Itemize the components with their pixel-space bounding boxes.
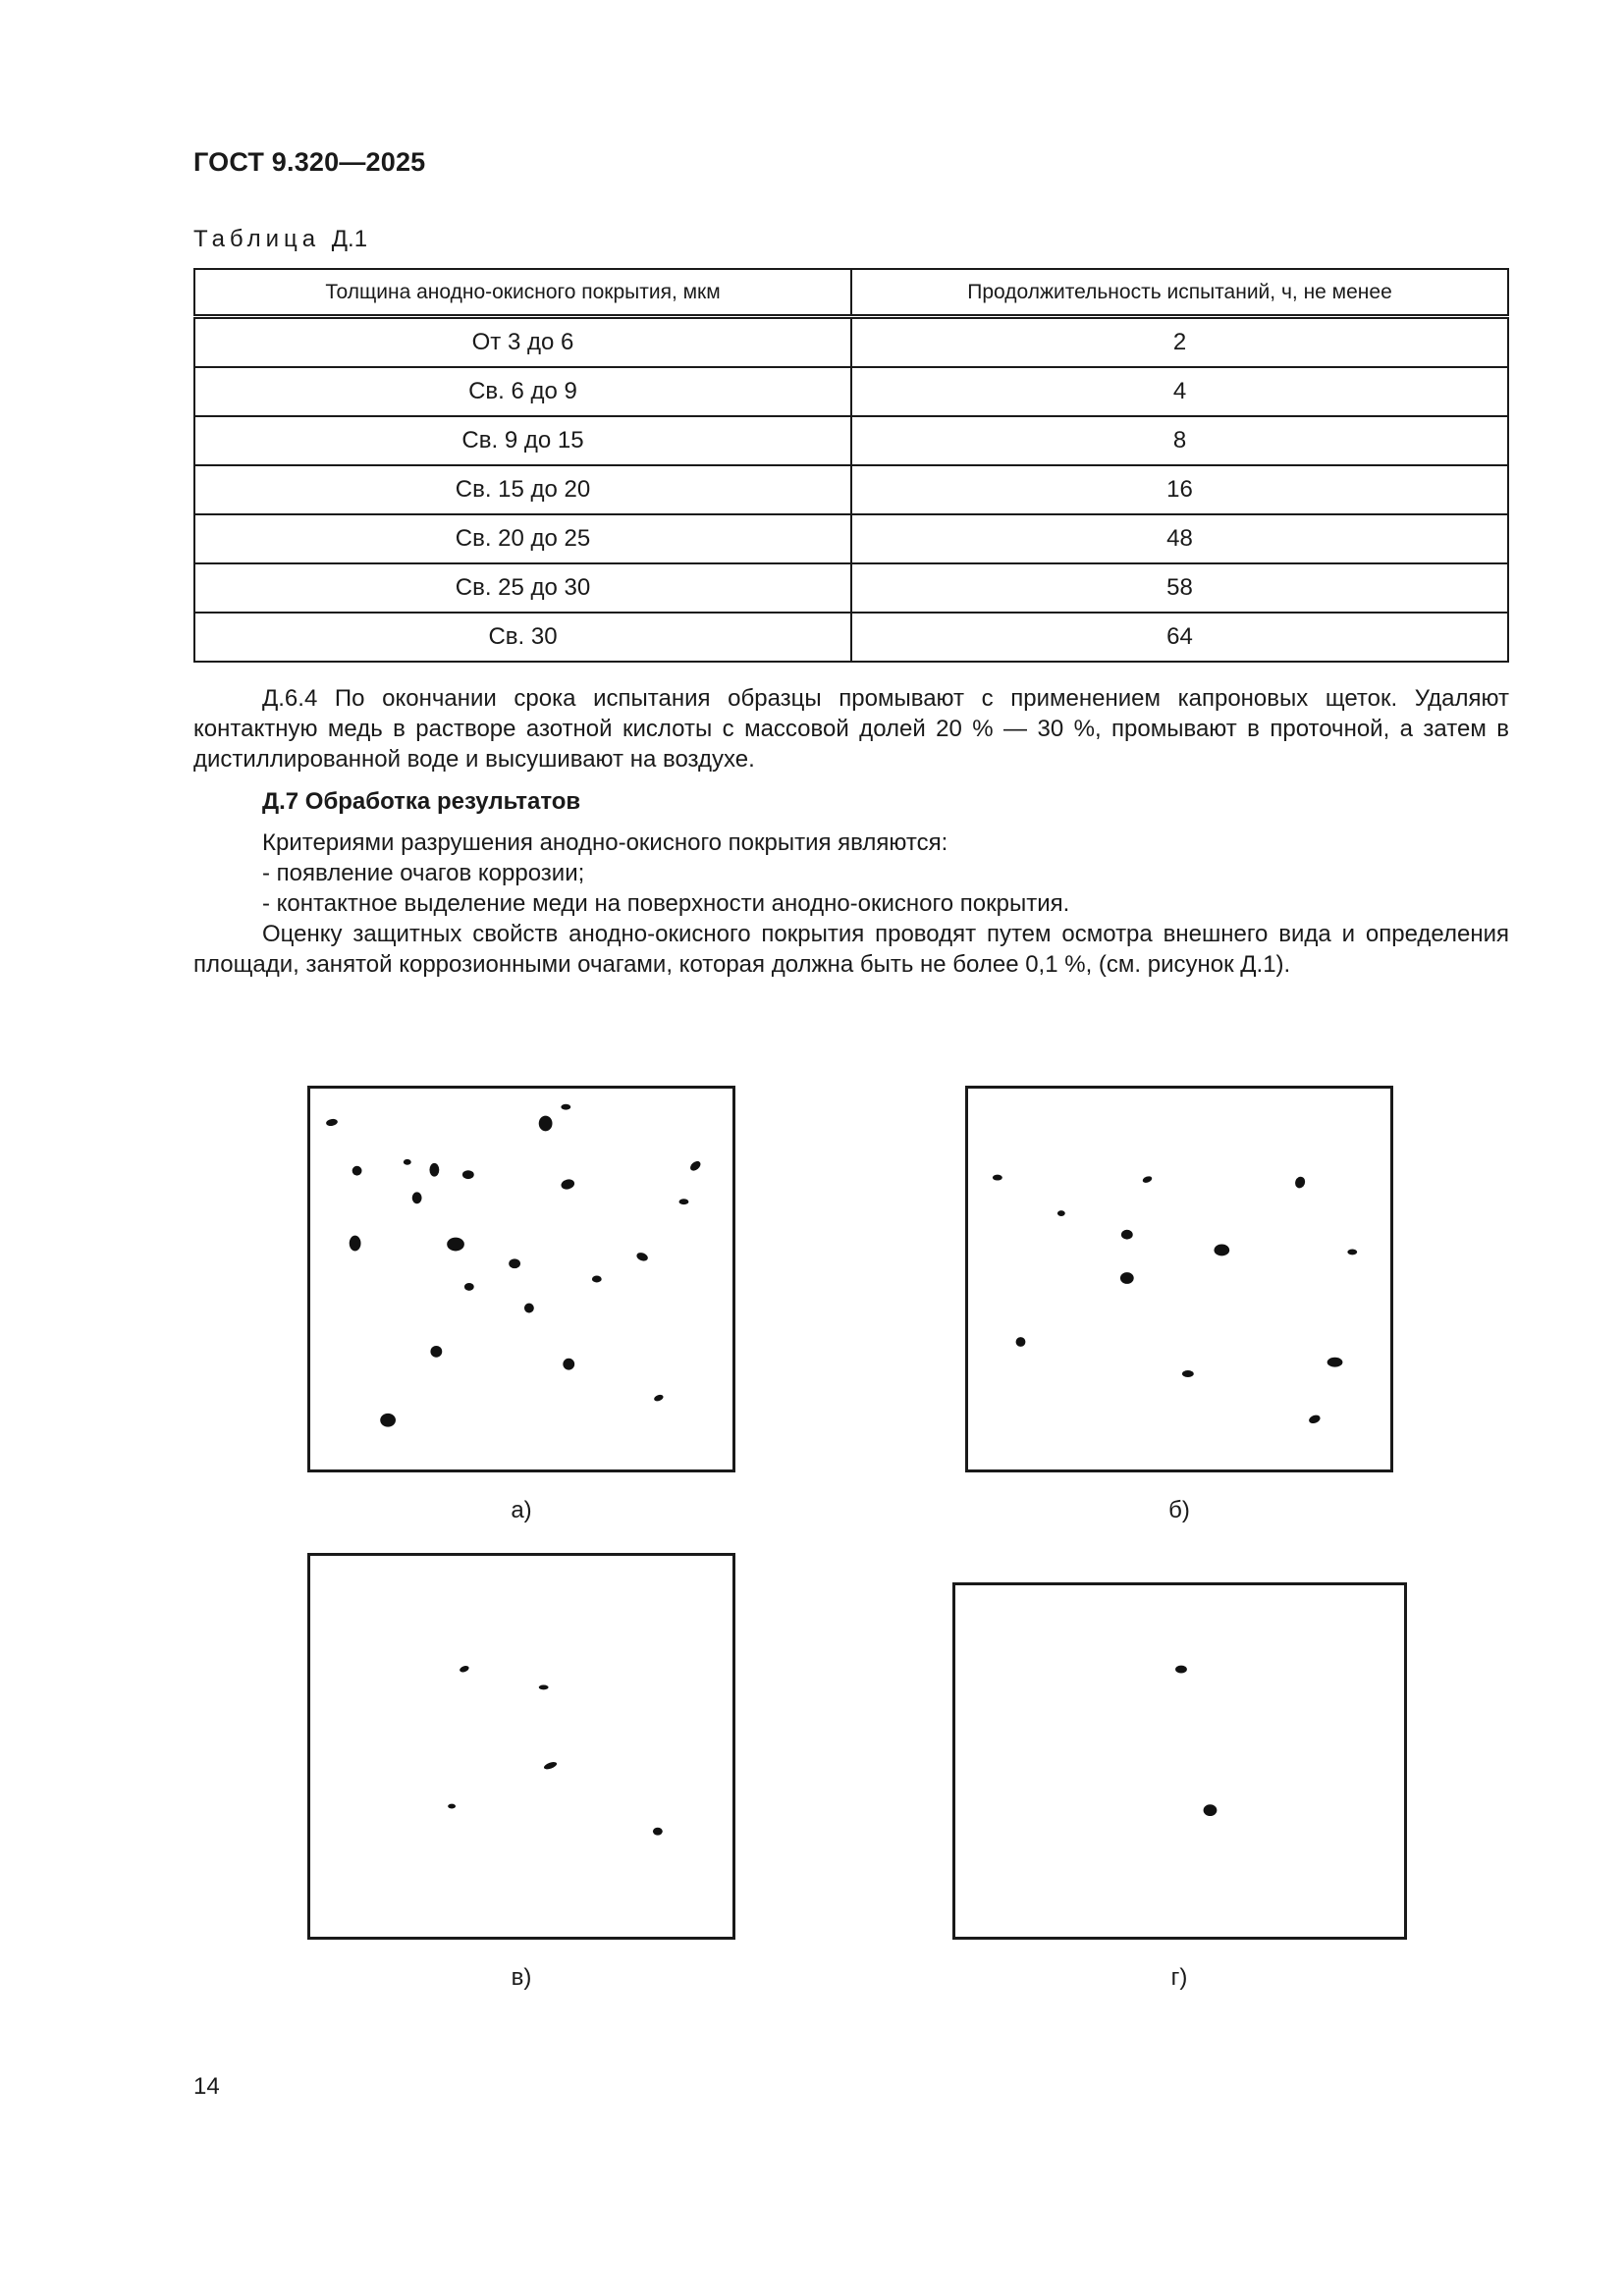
assessment-paragraph: Оценку защитных свойств анодно-окисного покрытия проводят путем осмотра внешнего вида и определения площади, занятой коррозионными очагами, которая должна быть не более 0,1 %, (см. рисунок Д.1).	[193, 921, 1509, 978]
corrosion-sample-panel-b	[965, 1086, 1393, 1472]
section-title-d-7: Д.7 Обработка результатов	[262, 788, 581, 815]
cell-duration: 48	[851, 514, 1508, 563]
panel-label-d: г)	[1170, 1964, 1188, 1991]
cell-duration: 2	[851, 317, 1508, 368]
cell-duration: 64	[851, 613, 1508, 662]
cell-thickness: Св. 25 до 30	[194, 563, 851, 613]
corrosion-spots-illustration-c	[310, 1556, 732, 1937]
panel-label-b: б)	[1168, 1497, 1190, 1523]
corrosion-sample-panel-c	[307, 1553, 735, 1940]
column-header-thickness: Толщина анодно-окисного покрытия, мкм	[194, 269, 851, 317]
corrosion-sample-panel-d	[952, 1582, 1407, 1940]
table-row	[194, 416, 1508, 465]
cell-thickness: Св. 6 до 9	[194, 367, 851, 416]
cell-thickness: От 3 до 6	[194, 317, 851, 368]
corrosion-spots-illustration-d	[955, 1585, 1404, 1937]
table-caption	[193, 226, 367, 253]
paragraph-d-6-4: Д.6.4 По окончании срока испытания образцы промывают с применением капроновых щеток. Удаляют контактную медь в растворе азотной кислоты с массовой долей 20 % — 30 %, промывают в проточной, а затем в дистиллированной воде и высушивают на воздухе.	[193, 685, 1509, 773]
table-caption-number: Д.1	[331, 226, 368, 252]
paragraph-d-7	[193, 828, 1509, 980]
table-caption-word: Таблица	[193, 226, 321, 252]
cell-thickness: Св. 20 до 25	[194, 514, 851, 563]
cell-duration: 58	[851, 563, 1508, 613]
corrosion-spots-illustration-b	[968, 1089, 1390, 1469]
panel-label-c: в)	[511, 1964, 532, 1991]
cell-duration: 4	[851, 367, 1508, 416]
table-row	[194, 563, 1508, 613]
table-row	[194, 514, 1508, 563]
corrosion-sample-panel-a	[307, 1086, 735, 1472]
criteria-intro: Критериями разрушения анодно-окисного покрытия являются:	[262, 829, 948, 856]
document-header: ГОСТ 9.320—2025	[193, 147, 426, 177]
page-number: 14	[193, 2073, 220, 2100]
cell-duration: 8	[851, 416, 1508, 465]
corrosion-spots-illustration-a	[310, 1089, 732, 1469]
table-header-row	[194, 269, 1508, 317]
cell-thickness: Св. 30	[194, 613, 851, 662]
table-row	[194, 465, 1508, 514]
criteria-item: - появление очагов коррозии;	[262, 860, 585, 886]
test-duration-table	[193, 268, 1509, 663]
table-row	[194, 317, 1508, 368]
table-row	[194, 613, 1508, 662]
column-header-duration: Продолжительность испытаний, ч, не менее	[851, 269, 1508, 317]
cell-duration: 16	[851, 465, 1508, 514]
cell-thickness: Св. 9 до 15	[194, 416, 851, 465]
panel-label-a: а)	[511, 1497, 532, 1523]
table-row	[194, 367, 1508, 416]
criteria-item: - контактное выделение меди на поверхности анодно-окисного покрытия.	[262, 890, 1070, 917]
cell-thickness: Св. 15 до 20	[194, 465, 851, 514]
